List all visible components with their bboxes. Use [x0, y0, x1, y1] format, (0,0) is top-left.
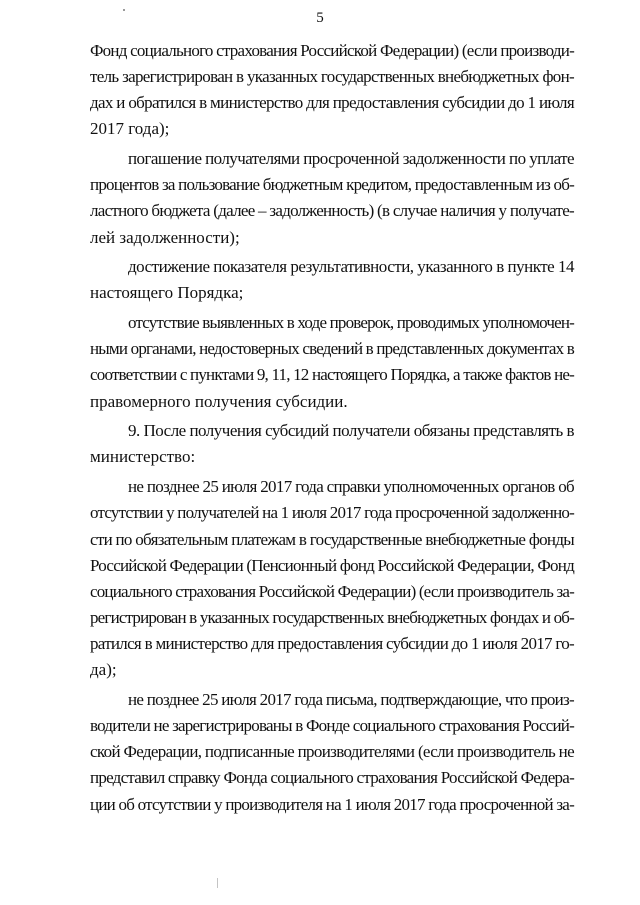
- text-line: да);: [90, 660, 117, 680]
- text-line: не позднее 25 июля 2017 года письма, подтверждающие, что произ-: [128, 689, 574, 709]
- text-line: министерство:: [90, 447, 196, 467]
- text-line: соответствии с пунктами 9, 11, 12 настоящего Порядка, а также фактов не-: [90, 365, 574, 385]
- scan-speck-bottom: [217, 878, 218, 888]
- paragraph-debt-repayment: [90, 146, 574, 251]
- text-line: не позднее 25 июля 2017 года справки уполномоченных органов об: [128, 477, 574, 497]
- text-line: 9. После получения субсидий получатели обязаны представлять в: [128, 421, 574, 441]
- body-text: [90, 38, 574, 818]
- text-line: Фонд социального страхования Российской Федерации) (если производи-: [90, 41, 574, 60]
- page-number: 5: [316, 10, 324, 26]
- text-line: правомерного получения субсидии.: [90, 391, 348, 411]
- paragraph-performance-indicator: [90, 254, 574, 306]
- text-line: лей задолженности);: [90, 227, 240, 247]
- paragraph-clause-9: [90, 418, 574, 470]
- paragraph-letters: [90, 687, 574, 818]
- text-line: ции об отсутствии у производителя на 1 июля 2017 года просроченной за-: [90, 794, 574, 814]
- text-line: отсутствие выявленных в ходе проверок, проводимых уполномочен-: [128, 313, 574, 333]
- text-line: ластного бюджета (далее – задолженность) (в случае наличия у получате-: [90, 201, 574, 221]
- text-line: ратился в министерство для предоставления субсидии до 1 июля 2017 го-: [90, 634, 574, 654]
- text-line: сти по обязательным платежам в государственные внебюджетные фонды: [90, 529, 574, 549]
- text-line: настоящего Порядка;: [90, 283, 244, 303]
- text-line: Российской Федерации (Пенсионный фонд Российской Федерации, Фонд: [90, 555, 574, 575]
- text-line: погашение получателями просроченной задолженности по уплате: [128, 149, 574, 169]
- paragraph-no-violations: [90, 310, 574, 415]
- text-line: 2017 года);: [90, 119, 170, 139]
- text-line: процентов за пользование бюджетным кредитом, предоставленным из об-: [90, 175, 574, 195]
- paragraph-fund-continuation: [90, 38, 574, 143]
- text-line: достижение показателя результативности, указанного в пункте 14: [128, 257, 574, 277]
- text-line: регистрирован в указанных государственных внебюджетных фондах и об-: [90, 607, 574, 627]
- text-line: дах и обратился в министерство для предоставления субсидии до 1 июля: [90, 93, 574, 113]
- text-line: водители не зарегистрированы в Фонде социального страхования Россий-: [90, 716, 574, 736]
- text-line: отсутствии у получателей на 1 июля 2017 года просроченной задолженно-: [90, 503, 574, 523]
- text-line: тель зарегистрирован в указанных государственных внебюджетных фон-: [90, 67, 574, 87]
- text-line: представил справку Фонда социального страхования Российской Федера-: [90, 768, 574, 788]
- text-line: ными органами, недостоверных сведений в представленных документах в: [90, 339, 574, 359]
- text-line: социального страхования Российской Федерации) (если производитель за-: [90, 581, 574, 601]
- paragraph-certificates: [90, 474, 574, 683]
- text-line: ской Федерации, подписанные производителями (если производитель не: [90, 742, 574, 762]
